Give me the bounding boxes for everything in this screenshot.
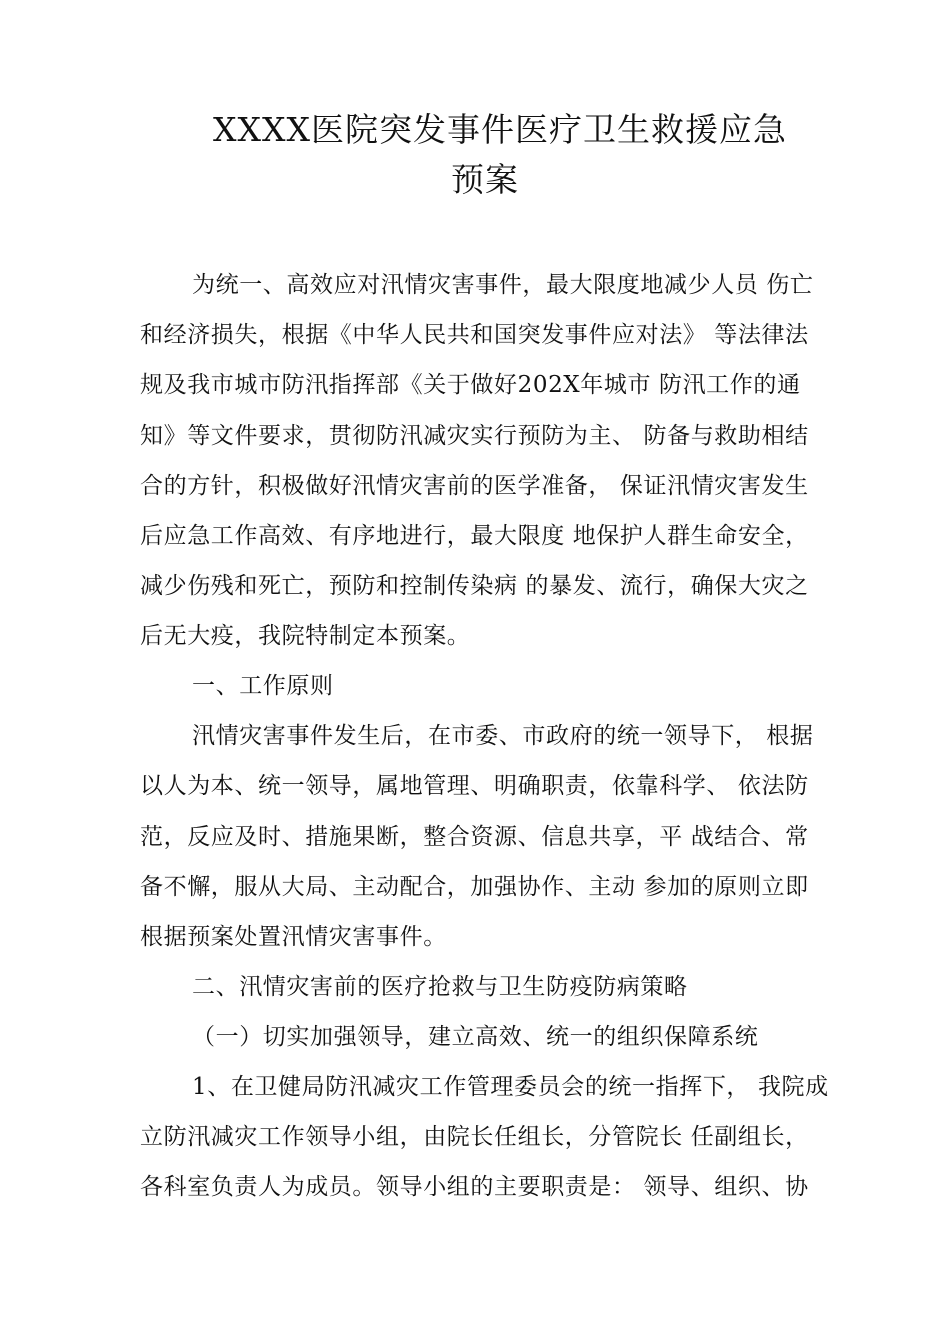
paragraph-line: 为统一、高效应对汛情灾害事件，最大限度地减少人员 伤亡 — [192, 272, 814, 298]
section-heading-2: 二、汛情灾害前的医疗抢救与卫生防疫防病策略 — [192, 974, 688, 1000]
paragraph-line: 减少伤残和死亡，预防和控制传染病 的暴发、流行，确保大灾之 — [140, 573, 809, 599]
paragraph-line: 以人为本、统一领导，属地管理、明确职责，依靠科学、 依法防 — [140, 773, 809, 799]
paragraph-line: 范，反应及时、措施果断，整合资源、信息共享，平 战结合、常 — [140, 824, 809, 850]
subsection-heading: （一）切实加强领导，建立高效、统一的组织保障系统 — [192, 1024, 759, 1050]
paragraph-line: 后无大疫，我院特制定本预案。 — [140, 623, 471, 649]
document-title-line-2: 预案 — [451, 160, 519, 199]
paragraph-line: 立防汛减灾工作领导小组，由院长任组长，分管院长 任副组长， — [140, 1124, 809, 1150]
paragraph-line: 备不懈，服从大局、主动配合，加强协作、主动 参加的原则立即 — [140, 874, 809, 900]
paragraph-line: 知》等文件要求，贯彻防汛减灾实行预防为主、 防备与救助相结 — [140, 423, 809, 449]
paragraph-line: 规及我市城市防汛指挥部《关于做好202X年城市 防汛工作的通 — [140, 372, 801, 398]
paragraph-line: 和经济损失，根据《中华人民共和国突发事件应对法》 等法律法 — [140, 322, 809, 348]
paragraph-line: 1、在卫健局防汛减灾工作管理委员会的统一指挥下， 我院成 — [192, 1074, 829, 1100]
paragraph-line: 合的方针，积极做好汛情灾害前的医学准备， 保证汛情灾害发生 — [140, 473, 809, 499]
paragraph-line: 汛情灾害事件发生后，在市委、市政府的统一领导下， 根据 — [192, 723, 814, 749]
document-title-line-1: XXXX医院突发事件医疗卫生救援应急 — [213, 110, 787, 149]
paragraph-line: 根据预案处置汛情灾害事件。 — [140, 924, 447, 950]
paragraph-line: 后应急工作高效、有序地进行，最大限度 地保护人群生命安全， — [140, 523, 809, 549]
paragraph-line: 各科室负责人为成员。领导小组的主要职责是： 领导、组织、协 — [140, 1174, 809, 1200]
section-heading-1: 一、工作原则 — [192, 673, 334, 699]
